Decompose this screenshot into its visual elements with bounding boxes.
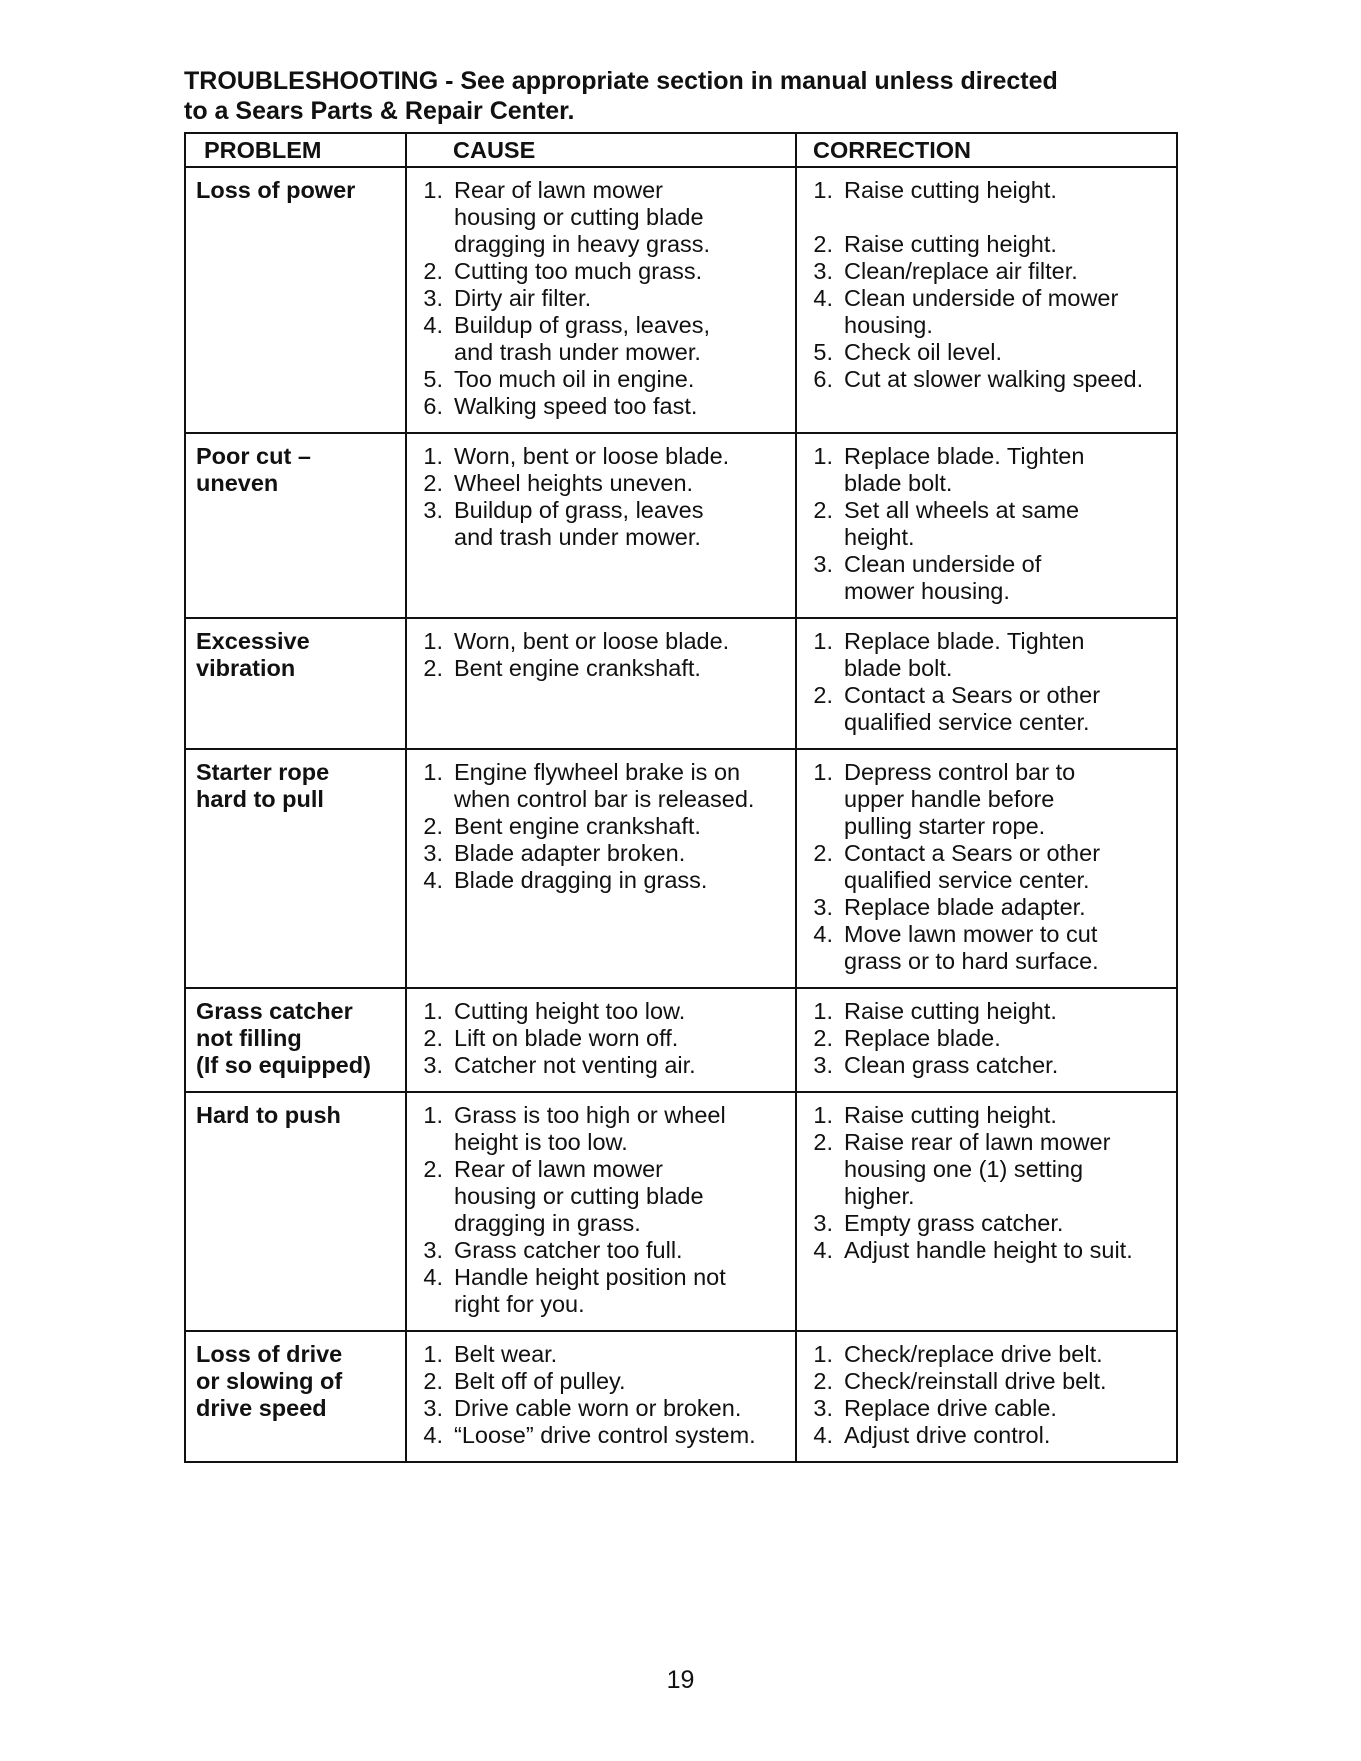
- correction-list: [807, 1341, 1170, 1449]
- item-text: Raise cutting height.: [844, 177, 1057, 203]
- item-text: Replace blade.: [844, 1025, 1001, 1051]
- list-item: [417, 1395, 789, 1422]
- cause-list: [417, 759, 789, 894]
- list-item: [417, 443, 789, 470]
- problem-cell: Loss of power: [185, 167, 406, 433]
- item-text: Rear of lawn mower housing or cutting blade dragging in grass.: [454, 1156, 704, 1236]
- list-item: [417, 1368, 789, 1395]
- table-row: [185, 167, 1177, 433]
- item-number: 3.: [423, 840, 443, 866]
- item-number: 2.: [423, 655, 443, 681]
- troubleshooting-table: [184, 132, 1178, 1463]
- item-text: Catcher not venting air.: [454, 1052, 696, 1078]
- cause-cell: [406, 433, 796, 618]
- item-number: 3.: [423, 285, 443, 311]
- item-number: 1.: [423, 628, 443, 654]
- table-row: [185, 1331, 1177, 1462]
- item-text: Empty grass catcher.: [844, 1210, 1064, 1236]
- item-number: 2.: [423, 470, 443, 496]
- item-number: 2.: [813, 840, 833, 866]
- cause-list: [417, 1341, 789, 1449]
- item-text: Handle height position not right for you.: [454, 1264, 726, 1317]
- list-item: [417, 470, 789, 497]
- list-item: [807, 443, 1170, 497]
- item-text: Raise cutting height.: [844, 998, 1057, 1024]
- item-number: 1.: [423, 1341, 443, 1367]
- item-number: 6.: [813, 366, 833, 392]
- item-text: “Loose” drive control system.: [454, 1422, 756, 1448]
- item-number: 3.: [813, 1052, 833, 1078]
- list-item: [807, 258, 1170, 285]
- item-number: 3.: [813, 551, 833, 577]
- correction-list: [807, 628, 1170, 736]
- item-number: 1.: [423, 443, 443, 469]
- item-text: Belt wear.: [454, 1341, 558, 1367]
- item-text: Worn, bent or loose blade.: [454, 628, 730, 654]
- item-text: Cutting too much grass.: [454, 258, 703, 284]
- item-text: Check/reinstall drive belt.: [844, 1368, 1107, 1394]
- item-number: 5.: [423, 366, 443, 392]
- item-number: 1.: [813, 177, 833, 203]
- item-number: 2.: [813, 682, 833, 708]
- list-item: [417, 393, 789, 420]
- problem-cell: Poor cut – uneven: [185, 433, 406, 618]
- item-text: Cutting height too low.: [454, 998, 686, 1024]
- item-text: Contact a Sears or other qualified service center.: [844, 840, 1101, 893]
- list-item: [807, 1237, 1170, 1264]
- item-number: 1.: [813, 628, 833, 654]
- list-item: [417, 628, 789, 655]
- page-title: TROUBLESHOOTING - See appropriate section in manual unless directed to a Sears Parts & Repair Center.: [184, 67, 1058, 125]
- item-number: 4.: [423, 867, 443, 893]
- item-text: Replace blade. Tighten blade bolt.: [844, 628, 1085, 681]
- item-text: Buildup of grass, leaves, and trash under mower.: [454, 312, 711, 365]
- table-row: [185, 749, 1177, 988]
- list-item: [417, 1156, 789, 1237]
- item-text: Set all wheels at same height.: [844, 497, 1080, 550]
- item-number: 4.: [423, 1264, 443, 1290]
- problem-cell: Excessive vibration: [185, 618, 406, 749]
- item-text: Depress control bar to upper handle before pulling starter rope.: [844, 759, 1076, 839]
- item-text: Cut at slower walking speed.: [844, 366, 1144, 392]
- correction-cell: [796, 1092, 1177, 1331]
- list-item: [807, 1395, 1170, 1422]
- item-number: 4.: [423, 1422, 443, 1448]
- item-number: 2.: [813, 1129, 833, 1155]
- item-text: Buildup of grass, leaves and trash under mower.: [454, 497, 704, 550]
- list-item: [807, 1341, 1170, 1368]
- correction-cell: [796, 749, 1177, 988]
- item-number: 3.: [813, 258, 833, 284]
- correction-cell: [796, 433, 1177, 618]
- item-text: Raise cutting height.: [844, 231, 1057, 257]
- item-number: 3.: [813, 1210, 833, 1236]
- item-text: Bent engine crankshaft.: [454, 813, 701, 839]
- cause-cell: [406, 618, 796, 749]
- item-number: 3.: [813, 894, 833, 920]
- item-number: 1.: [423, 998, 443, 1024]
- cause-cell: [406, 1331, 796, 1462]
- item-text: Clean grass catcher.: [844, 1052, 1059, 1078]
- list-item: [807, 177, 1170, 231]
- item-text: Clean underside of mower housing.: [844, 285, 1119, 338]
- correction-list: [807, 998, 1170, 1079]
- list-item: [417, 258, 789, 285]
- item-text: Adjust handle height to suit.: [844, 1237, 1133, 1263]
- cause-cell: [406, 988, 796, 1092]
- table-row: [185, 433, 1177, 618]
- item-number: 4.: [813, 921, 833, 947]
- list-item: [417, 285, 789, 312]
- list-item: [417, 1025, 789, 1052]
- item-number: 1.: [423, 759, 443, 785]
- item-text: Check oil level.: [844, 339, 1003, 365]
- list-item: [417, 366, 789, 393]
- list-item: [807, 840, 1170, 894]
- list-item: [417, 1264, 789, 1318]
- list-item: [807, 339, 1170, 366]
- item-number: 3.: [813, 1395, 833, 1421]
- item-text: Clean underside of mower housing.: [844, 551, 1042, 604]
- item-number: 1.: [813, 1102, 833, 1128]
- item-number: 4.: [813, 1237, 833, 1263]
- list-item: [807, 1025, 1170, 1052]
- item-number: 2.: [813, 1368, 833, 1394]
- item-text: Contact a Sears or other qualified service center.: [844, 682, 1101, 735]
- item-text: Replace blade adapter.: [844, 894, 1086, 920]
- item-text: Engine flywheel brake is on when control bar is released.: [454, 759, 755, 812]
- item-number: 5.: [813, 339, 833, 365]
- item-number: 3.: [423, 1052, 443, 1078]
- problem-cell: Hard to push: [185, 1092, 406, 1331]
- list-item: [807, 497, 1170, 551]
- item-number: 2.: [423, 258, 443, 284]
- item-number: 4.: [423, 312, 443, 338]
- item-number: 2.: [423, 1368, 443, 1394]
- item-number: 1.: [423, 177, 443, 203]
- item-number: 4.: [813, 285, 833, 311]
- item-text: Grass catcher too full.: [454, 1237, 683, 1263]
- list-item: [417, 655, 789, 682]
- list-item: [807, 1102, 1170, 1129]
- list-item: [417, 1341, 789, 1368]
- list-item: [807, 366, 1170, 393]
- item-text: Move lawn mower to cut grass or to hard surface.: [844, 921, 1099, 974]
- list-item: [807, 1210, 1170, 1237]
- cause-cell: [406, 1092, 796, 1331]
- table-row: [185, 988, 1177, 1092]
- list-item: [417, 867, 789, 894]
- cause-list: [417, 628, 789, 682]
- item-number: 1.: [813, 1341, 833, 1367]
- item-text: Raise cutting height.: [844, 1102, 1057, 1128]
- correction-cell: [796, 167, 1177, 433]
- header-row: [185, 133, 1177, 167]
- item-number: 4.: [813, 1422, 833, 1448]
- list-item: [417, 177, 789, 258]
- item-text: Replace drive cable.: [844, 1395, 1057, 1421]
- list-item: [807, 551, 1170, 605]
- item-text: Grass is too high or wheel height is too low.: [454, 1102, 726, 1155]
- item-number: 2.: [813, 231, 833, 257]
- cause-list: [417, 443, 789, 551]
- cause-cell: [406, 749, 796, 988]
- item-text: Adjust drive control.: [844, 1422, 1051, 1448]
- header-problem: PROBLEM: [185, 133, 406, 167]
- list-item: [807, 1052, 1170, 1079]
- list-item: [417, 813, 789, 840]
- problem-cell: Loss of drive or slowing of drive speed: [185, 1331, 406, 1462]
- problem-cell: Grass catcher not filling (If so equipped): [185, 988, 406, 1092]
- item-text: Replace blade. Tighten blade bolt.: [844, 443, 1085, 496]
- list-item: [807, 682, 1170, 736]
- header-correction: CORRECTION: [796, 133, 1177, 167]
- list-item: [807, 1129, 1170, 1210]
- correction-list: [807, 443, 1170, 605]
- item-text: Wheel heights uneven.: [454, 470, 694, 496]
- list-item: [807, 998, 1170, 1025]
- correction-cell: [796, 988, 1177, 1092]
- correction-cell: [796, 1331, 1177, 1462]
- list-item: [417, 840, 789, 867]
- item-text: Worn, bent or loose blade.: [454, 443, 730, 469]
- item-number: 1.: [813, 759, 833, 785]
- item-text: Blade adapter broken.: [454, 840, 686, 866]
- list-item: [807, 1368, 1170, 1395]
- list-item: [417, 1052, 789, 1079]
- item-text: Too much oil in engine.: [454, 366, 695, 392]
- list-item: [807, 628, 1170, 682]
- correction-list: [807, 177, 1170, 393]
- item-text: Bent engine crankshaft.: [454, 655, 701, 681]
- item-number: 2.: [813, 497, 833, 523]
- item-number: 3.: [423, 1237, 443, 1263]
- page-number: 19: [666, 1666, 695, 1694]
- list-item: [807, 894, 1170, 921]
- header-cause: CAUSE: [406, 133, 796, 167]
- item-text: Raise rear of lawn mower housing one (1) setting higher.: [844, 1129, 1111, 1209]
- item-text: Drive cable worn or broken.: [454, 1395, 742, 1421]
- cause-list: [417, 998, 789, 1079]
- list-item: [807, 759, 1170, 840]
- list-item: [417, 1422, 789, 1449]
- item-number: 1.: [813, 443, 833, 469]
- item-text: Rear of lawn mower housing or cutting blade dragging in heavy grass.: [454, 177, 711, 257]
- correction-cell: [796, 618, 1177, 749]
- item-number: 6.: [423, 393, 443, 419]
- item-number: 2.: [423, 1025, 443, 1051]
- list-item: [417, 1237, 789, 1264]
- list-item: [807, 921, 1170, 975]
- item-text: Blade dragging in grass.: [454, 867, 708, 893]
- item-number: 3.: [423, 1395, 443, 1421]
- cause-list: [417, 1102, 789, 1318]
- item-text: Dirty air filter.: [454, 285, 592, 311]
- cause-list: [417, 177, 789, 420]
- list-item: [417, 312, 789, 366]
- correction-list: [807, 1102, 1170, 1264]
- item-text: Lift on blade worn off.: [454, 1025, 679, 1051]
- item-text: Check/replace drive belt.: [844, 1341, 1103, 1367]
- cause-cell: [406, 167, 796, 433]
- item-number: 2.: [813, 1025, 833, 1051]
- table-row: [185, 618, 1177, 749]
- item-number: 1.: [813, 998, 833, 1024]
- table-row: [185, 1092, 1177, 1331]
- item-number: 2.: [423, 813, 443, 839]
- item-text: Walking speed too fast.: [454, 393, 698, 419]
- correction-list: [807, 759, 1170, 975]
- list-item: [417, 998, 789, 1025]
- item-number: 1.: [423, 1102, 443, 1128]
- problem-cell: Starter rope hard to pull: [185, 749, 406, 988]
- list-item: [807, 1422, 1170, 1449]
- item-number: 2.: [423, 1156, 443, 1182]
- list-item: [807, 285, 1170, 339]
- table-body: [185, 167, 1177, 1462]
- list-item: [417, 1102, 789, 1156]
- list-item: [807, 231, 1170, 258]
- list-item: [417, 497, 789, 551]
- item-number: 3.: [423, 497, 443, 523]
- list-item: [417, 759, 789, 813]
- item-text: Belt off of pulley.: [454, 1368, 626, 1394]
- item-text: Clean/replace air filter.: [844, 258, 1078, 284]
